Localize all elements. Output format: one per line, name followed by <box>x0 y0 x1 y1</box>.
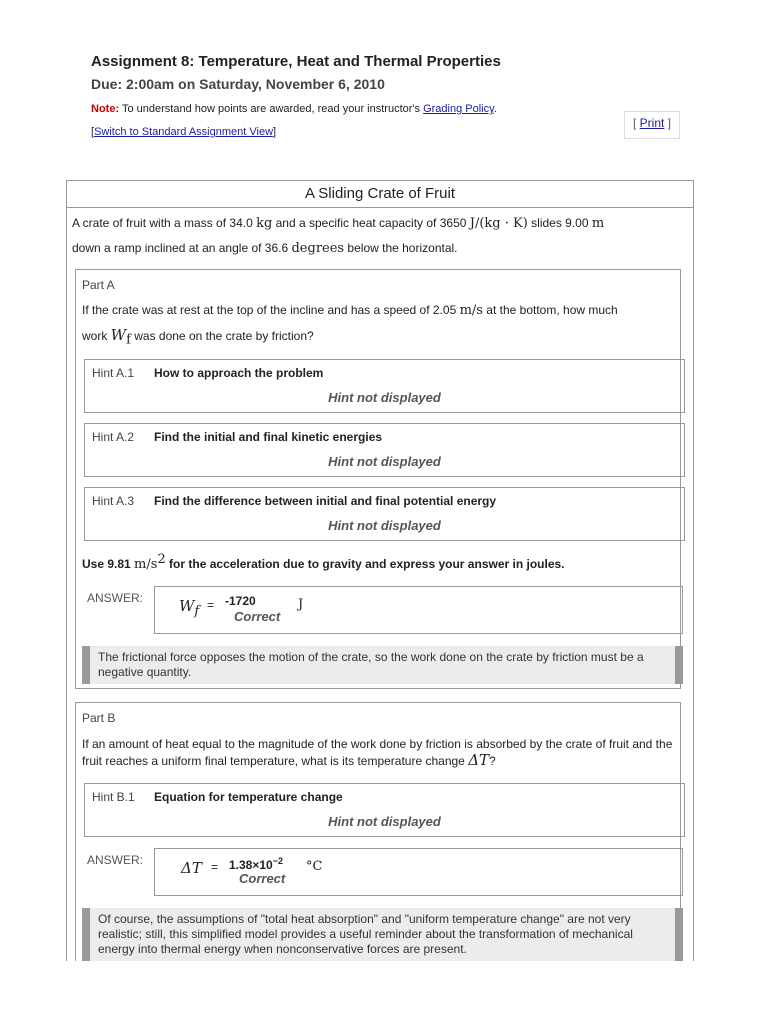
hint-status: Hint not displayed <box>328 518 441 533</box>
switch-close-bracket: ] <box>273 126 277 138</box>
answer-var: ΔT <box>181 859 202 877</box>
problem-frame <box>66 180 694 961</box>
question-text: ? <box>489 754 496 768</box>
answer-box-a <box>154 586 683 634</box>
answer-var-w: W <box>179 597 195 615</box>
grading-note <box>91 103 497 115</box>
answer-label: ANSWER: <box>87 591 144 605</box>
hint-status: Hint not displayed <box>328 814 441 829</box>
print-close-bracket: ] <box>664 116 672 130</box>
answer-value: -1720 <box>225 594 256 608</box>
hint-a1[interactable] <box>84 359 685 413</box>
part-b-label: Part B <box>82 711 116 725</box>
answer-var-sub: f <box>194 604 200 619</box>
part-a-question-line-2 <box>82 323 682 352</box>
note-text: To understand how points are awarded, read your instructor's <box>119 103 424 115</box>
part-a-label: Part A <box>82 278 115 292</box>
print-box <box>624 111 680 139</box>
intro-text: and a specific heat capacity of 3650 <box>272 216 470 230</box>
hint-id: Hint A.1 <box>92 366 135 380</box>
hint-id: Hint B.1 <box>92 790 135 804</box>
hint-title[interactable]: Find the initial and final kinetic energies <box>154 430 383 444</box>
answer-equals: = <box>211 860 219 874</box>
hint-b1[interactable] <box>84 783 685 837</box>
hint-a2[interactable] <box>84 423 685 477</box>
unit-m: m <box>591 216 605 231</box>
assignment-title: Assignment 8: Temperature, Heat and Thermal Properties <box>91 53 501 70</box>
answer-mantissa: 1.38×10 <box>229 858 273 872</box>
feedback-a: The frictional force opposes the motion of the crate, so the work done on the crate by friction must be a negative quantity. <box>82 646 683 684</box>
answer-var <box>179 597 199 619</box>
switch-standard-view-link[interactable]: Switch to Standard Assignment View <box>94 126 274 138</box>
answer-value <box>229 856 283 872</box>
instruction-text: for the acceleration due to gravity and express your answer in joules. <box>165 557 565 571</box>
part-b-question <box>82 736 682 769</box>
unit-degrees: degrees <box>291 241 345 256</box>
answer-unit: °C <box>306 859 323 874</box>
intro-line-1 <box>72 211 684 236</box>
print-link[interactable]: Print <box>639 116 665 130</box>
instruction-text: Use 9.81 <box>82 557 135 571</box>
problem-title: A Sliding Crate of Fruit <box>67 181 693 208</box>
switch-view <box>91 126 276 138</box>
hint-title[interactable]: Equation for temperature change <box>154 790 343 804</box>
switch-open-bracket: [ <box>91 126 95 138</box>
question-text: was done on the crate by friction? <box>130 329 314 343</box>
question-text: at the bottom, how much <box>482 303 618 317</box>
var-sub-f: f <box>126 332 131 348</box>
intro-text: slides 9.00 <box>527 216 592 230</box>
question-text: work <box>82 329 111 343</box>
unit-mps: m/s <box>459 303 483 318</box>
answer-unit: J <box>298 597 304 612</box>
intro-text: A crate of fruit with a mass of 34.0 <box>72 216 257 230</box>
intro-text: down a ramp inclined at an angle of 36.6 <box>72 241 292 255</box>
due-date: Due: 2:00am on Saturday, November 6, 2010 <box>91 76 385 92</box>
part-a-instruction <box>82 552 565 572</box>
hint-status: Hint not displayed <box>328 454 441 469</box>
grading-policy-link[interactable]: Grading Policy <box>423 103 494 115</box>
unit-heat-capacity: J/(kg · K) <box>469 216 528 231</box>
part-a-question-line-1 <box>82 298 682 323</box>
hint-title[interactable]: How to approach the problem <box>154 366 324 380</box>
part-b <box>75 702 681 961</box>
var-w: W <box>110 326 127 344</box>
print-open-bracket: [ <box>632 116 640 130</box>
part-a-question <box>82 298 682 352</box>
note-label: Note: <box>91 103 120 115</box>
hint-title[interactable]: Find the difference between initial and final potential energy <box>154 494 497 508</box>
hint-id: Hint A.2 <box>92 430 135 444</box>
unit-exponent: 2 <box>157 552 166 567</box>
answer-status-correct: Correct <box>239 871 286 886</box>
question-text: If the crate was at rest at the top of the incline and has a speed of 2.05 <box>82 303 460 317</box>
var-delta-t: ΔT <box>468 751 490 769</box>
hint-id: Hint A.3 <box>92 494 135 508</box>
question-text: If an amount of heat equal to the magnitude of the work done by friction is absorbed by the crate of fruit and the fruit reaches a uniform final temperature, what is its temperature change <box>82 737 673 768</box>
intro-line-2 <box>72 236 684 261</box>
answer-equals: = <box>207 598 215 612</box>
answer-label: ANSWER: <box>87 853 144 867</box>
answer-status-correct: Correct <box>234 609 281 624</box>
feedback-b: Of course, the assumptions of "total heat absorption" and "uniform temperature change" are not very realistic; still, this simplified model provides a useful reminder about the transformation of mechanical energy into thermal energy when nonconservative forces are present. <box>82 908 683 961</box>
hint-a3[interactable] <box>84 487 685 541</box>
intro-text: below the horizontal. <box>344 241 458 255</box>
unit-mps2: m/s <box>134 557 158 572</box>
note-end: . <box>493 103 497 115</box>
assignment-header <box>91 52 691 94</box>
hint-status: Hint not displayed <box>328 390 441 405</box>
problem-intro <box>72 211 684 261</box>
answer-box-b <box>154 848 683 896</box>
part-a <box>75 269 681 689</box>
unit-kg: kg <box>256 216 273 231</box>
answer-exponent: −2 <box>272 856 283 866</box>
